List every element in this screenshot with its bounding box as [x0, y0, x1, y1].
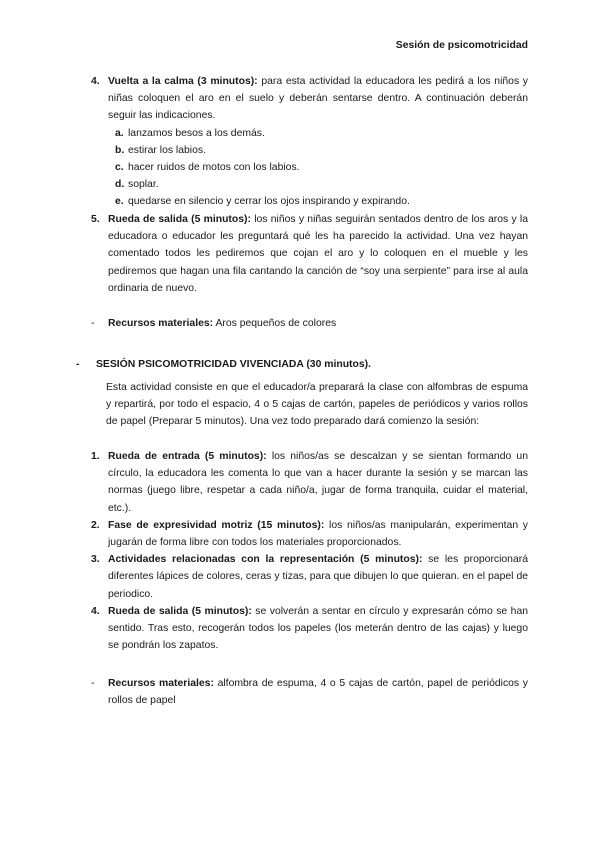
item-text: para esta actividad la educadora les pedirá a los niños y niñas coloquen el aro en el suelo y deberán sentarse dentro. A continuación deberán seguir las indicaciones.	[108, 76, 529, 122]
item-heading: Rueda de salida (5 minutos):	[108, 214, 251, 225]
item-heading: Vuelta a la calma (3 minutos):	[108, 76, 258, 87]
step-item: 3. Actividades relacionadas con la representación (5 minutos): se les proporcionará diferentes lápices de colores, ceras y tizas, para que dibujen lo que quieran. en el papel de periodico.	[91, 554, 528, 600]
section-intro: Esta actividad consiste en que el educador/a preparará la clase con alfombras de espuma y repartirá, por todo el espacio, 4 o 5 cajas de cartón, papeles de periódicos y varios rollos de papel (Preparar 5 minutos). Una vez todo preparado dará comienzo la sesión:	[106, 382, 528, 428]
list-item: b. estirar los labios.	[115, 144, 206, 156]
list-item: d. soplar.	[115, 179, 159, 191]
resources-label: Recursos materiales:	[108, 678, 214, 689]
list-item: a. lanzamos besos a los demás.	[115, 127, 265, 139]
item-number: 4.	[91, 76, 100, 87]
activity-item-4	[88, 73, 528, 211]
page-header-title: Sesión de psicomotricidad	[395, 40, 528, 51]
activity-item-5	[88, 211, 528, 297]
instruction-list	[88, 125, 528, 211]
session-steps	[88, 448, 528, 654]
section-title: - SESIÓN PSICOMOTRICIDAD VIVENCIADA (30 minutos).	[76, 359, 371, 370]
resources-line-2: - Recursos materiales: alfombra de espuma, 4 o 5 cajas de cartón, papel de periódicos y rollos de papel	[91, 678, 528, 707]
resources-line-1: - Recursos materiales: Aros pequeños de colores	[91, 318, 337, 329]
resources-text: Aros pequeños de colores	[215, 318, 337, 329]
resources-label: Recursos materiales:	[108, 318, 214, 329]
item-number: 5.	[91, 214, 100, 225]
item-text: los niños y niñas seguirán sentados dentro de los aros y la educadora o educador les preguntará qué les ha parecido la actividad. Una vez hayan comentado todos les pediremos que cojan el aro y lo coloquen en el mueble y les pediremos que hagan una fila cantando la canción de “soy una serpiente” para irse al aula ordinaria de nuevo.	[108, 214, 529, 294]
step-item: 2. Fase de expresividad motriz (15 minutos): los niños/as manipularán, experimentan y jugarán de forma libre con todos los materiales proporcionados.	[91, 519, 529, 549]
step-item: 1. Rueda de entrada (5 minutos): los niños/as se descalzan y se sientan formando un círculo, la educadora les comenta lo que van a hacer durante la sesión y se marcan las normas (juego libre, respetar a cada niño/a, jugar de forma tranquila, cuidar el material, etc.).	[91, 451, 528, 514]
step-item: 4. Rueda de salida (5 minutos): se volverán a sentar en círculo y expresarán cómo se han sentido. Tras esto, recogerán todos los papeles (los meterán dentro de las cajas) y luego se pondrán los zapatos.	[91, 605, 529, 652]
resources-text: alfombra de espuma, 4 o 5 cajas de cartón, papel de periódicos y rollos de papel	[108, 678, 528, 707]
list-item: c. hacer ruidos de motos con los labios.	[115, 162, 300, 174]
list-item: e. quedarse en silencio y cerrar los ojos inspirando y expirando.	[115, 196, 410, 208]
